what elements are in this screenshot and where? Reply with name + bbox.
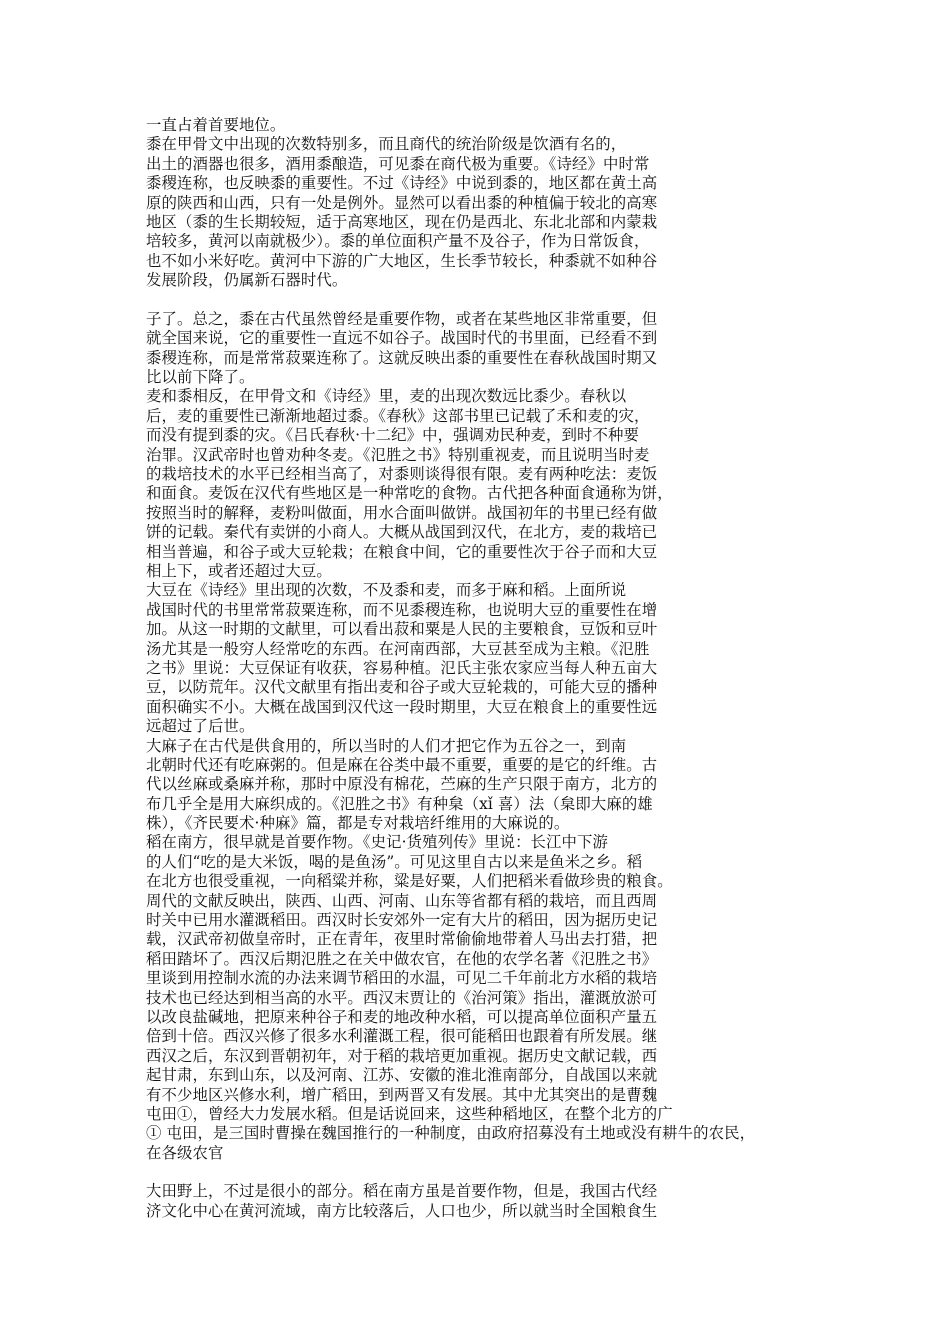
text-line: 稻在南方，很早就是首要作物。《史记·货殖列传》里说：长江中下游: [146, 833, 609, 852]
text-line: 而没有提到黍的灾。《吕氏春秋·十二纪》中，强调劝民种麦，到时不种要: [146, 426, 639, 445]
text-line: 屯田①，曾经大力发展水稻。但是话说回来，这些种稻地区，在整个北方的广: [146, 1104, 673, 1123]
text-line: 黍在甲骨文中出现的次数特别多，而且商代的统治阶级是饮酒有名的，: [146, 135, 627, 154]
footnote: 在各级农官: [146, 1143, 224, 1162]
text-line: 和面食。麦饭在汉代有些地区是一种常吃的食物。古代把各种面食通称为饼，: [146, 484, 673, 503]
text-line: 就全国来说，它的重要性一直远不如谷子。战国时代的书里面，已经看不到: [146, 329, 658, 348]
text-line: 一直占着首要地位。: [146, 116, 286, 134]
footnote: [146, 1163, 806, 1182]
text-line: 的人们“吃的是大米饭，喝的是鱼汤”。可见这里自古以来是鱼米之乡。稻: [146, 852, 643, 871]
text-line: 时关中已用水灌溉稻田。西汉时长安郊外一定有大片的稻田，因为据历史记: [146, 911, 658, 930]
text-line: 株），《齐民要术·种麻》篇，都是专对栽培纤维用的大麻说的。: [146, 814, 570, 833]
text-line: 面积确实不小。大概在战国到汉代这一段时期里，大豆在粮食上的重要性远: [146, 697, 658, 716]
blank-line: 大田野上，不过是很小的部分。稻在南方虽是首要作物，但是，我国古代经: [146, 1182, 658, 1201]
text-line: 黍稷连称，而是常常菽粟连称了。这就反映出黍的重要性在春秋战国时期又: [146, 348, 658, 367]
text-line: 相当普遍，和谷子或大豆轮栽；在粮食中间，它的重要性次于谷子而和大豆: [146, 542, 658, 561]
text-line: ① 屯田，是三国时曹操在魏国推行的一种制度，由政府招募没有土地或没有耕牛的农民，: [146, 1124, 756, 1143]
text-line: 北朝时代还有吃麻粥的。但是麻在谷类中最不重要，重要的是它的纤维。古: [146, 755, 658, 774]
text-line: 出土的酒器也很多，酒用黍酿造，可见黍在商代极为重要。《诗经》中时常: [146, 154, 650, 173]
text-line: 黍稷连称，也反映黍的重要性。不过《诗经》中说到黍的，地区都在黄土高: [146, 174, 658, 193]
text-line: 布几乎全是用大麻织成的。《氾胜之书》有种枲（xǐ 喜）法（枲即大麻的雄: [146, 794, 653, 813]
text-line: 稻田踏坏了。西汉后期氾胜之在关中做农官，在他的农学名著《氾胜之书》: [146, 949, 658, 968]
text-line: 周代的文献反映出，陕西、山西、河南、山东等省都有稻的栽培，而且西周: [146, 891, 658, 910]
text-line: 饼的记载。秦代有卖饼的小商人。大概从战国到汉代，在北方，麦的栽培已: [146, 523, 658, 542]
text-line: 大豆在《诗经》里出现的次数，不及黍和麦，而多于麻和稻。上面所说: [146, 581, 627, 600]
text-line: 原的陕西和山西，只有一处是例外。显然可以看出黍的种植偏于较北的高寒: [146, 193, 658, 212]
text-line: 在北方也很受重视，一向稻粱并称，粱是好粟，人们把稻米看做珍贵的粮食。: [146, 872, 673, 891]
text-line: 汤尤其是一般穷人经常吃的东西。在河南西部，大豆甚至成为主粮。《氾胜: [146, 639, 650, 658]
text-line: 麦和黍相反，在甲骨文和《诗经》里，麦的出现次数远比黍少。春秋以: [146, 387, 627, 406]
text-line: 也不如小米好吃。黄河中下游的广大地区，生长季节较长，种黍就不如种谷: [146, 251, 658, 270]
text-line: 战国时代的书里常常菽粟连称，而不见黍稷连称，也说明大豆的重要性在增: [146, 600, 658, 619]
text-line: 后，麦的重要性已渐渐地超过黍。《春秋》这部书里已记载了禾和麦的灾，: [146, 406, 650, 425]
text-line: 以改良盐碱地，把原来种谷子和麦的地改种水稻，可以提高单位面积产量五: [146, 1007, 658, 1026]
text-line: 按照当时的解释，麦粉叫做面，用水合面叫做饼。战国初年的书里已经有做: [146, 503, 658, 522]
text-line: 之书》里说：大豆保证有收获，容易种植。氾氏主张农家应当每人种五亩大: [146, 658, 658, 677]
text-line: 子了。总之，黍在古代虽然曾经是重要作物，或者在某些地区非常重要，但: [146, 309, 658, 328]
document-body: [146, 116, 806, 1241]
text-line: 远超过了后世。: [146, 717, 255, 736]
text-line: 载，汉武帝初做皇帝时，正在青年，夜里时常偷偷地带着人马出去打猎，把: [146, 930, 658, 949]
text-line: 起甘肃，东到山东，以及河南、江苏、安徽的淮北淮南部分，自战国以来就: [146, 1066, 658, 1085]
text-line: 培较多，黄河以南就极少）。黍的单位面积产量不及谷子，作为日常饭食，: [146, 232, 650, 251]
text-line: 地区（黍的生长期较短，适于高寒地区，现在仍是西北、东北北部和内蒙栽: [146, 212, 658, 231]
text-line: 发展阶段，仍属新石器时代。: [146, 271, 348, 290]
text-line: 治罪。汉武帝时也曾劝种冬麦。《氾胜之书》特别重视麦，而且说明当时麦: [146, 445, 650, 464]
text-line: 相上下，或者还超过大豆。: [146, 561, 332, 580]
text-line: 技术也已经达到相当高的水平。西汉末贾让的《治河策》指出，灌溉放淤可: [146, 988, 658, 1007]
text-line: 西汉之后，东汉到晋朝初年，对于稻的栽培更加重视。据历史文献记载，西: [146, 1046, 658, 1065]
text-line: 济文化中心在黄河流域，南方比较落后，人口也少，所以就当时全国粮食生: [146, 1201, 658, 1220]
text-line: 豆，以防荒年。汉代文献里有指出麦和谷子或大豆轮栽的，可能大豆的播种: [146, 678, 658, 697]
text-line: 里谈到用控制水流的办法来调节稻田的水温，可见二千年前北方水稻的栽培: [146, 969, 658, 988]
text-line: 的栽培技术的水平已经相当高了，对黍则谈得很有限。麦有两种吃法：麦饭: [146, 465, 658, 484]
text-line: 大麻子在古代是供食用的，所以当时的人们才把它作为五谷之一，到南: [146, 736, 627, 755]
text-line: 代以丝麻或桑麻并称，那时中原没有棉花，苎麻的生产只限于南方，北方的: [146, 775, 658, 794]
blank-line: [146, 291, 806, 310]
text-line: 倍到十倍。西汉兴修了很多水利灌溉工程，很可能稻田也跟着有所发展。继: [146, 1027, 658, 1046]
text-line: [146, 1221, 806, 1240]
text-line: 比以前下降了。: [146, 368, 255, 387]
text-line: 有不少地区兴修水利，增广稻田，到两晋又有发展。其中尤其突出的是曹魏: [146, 1085, 658, 1104]
text-line: 加。从这一时期的文献里，可以看出菽和粟是人民的主要粮食，豆饭和豆叶: [146, 620, 658, 639]
